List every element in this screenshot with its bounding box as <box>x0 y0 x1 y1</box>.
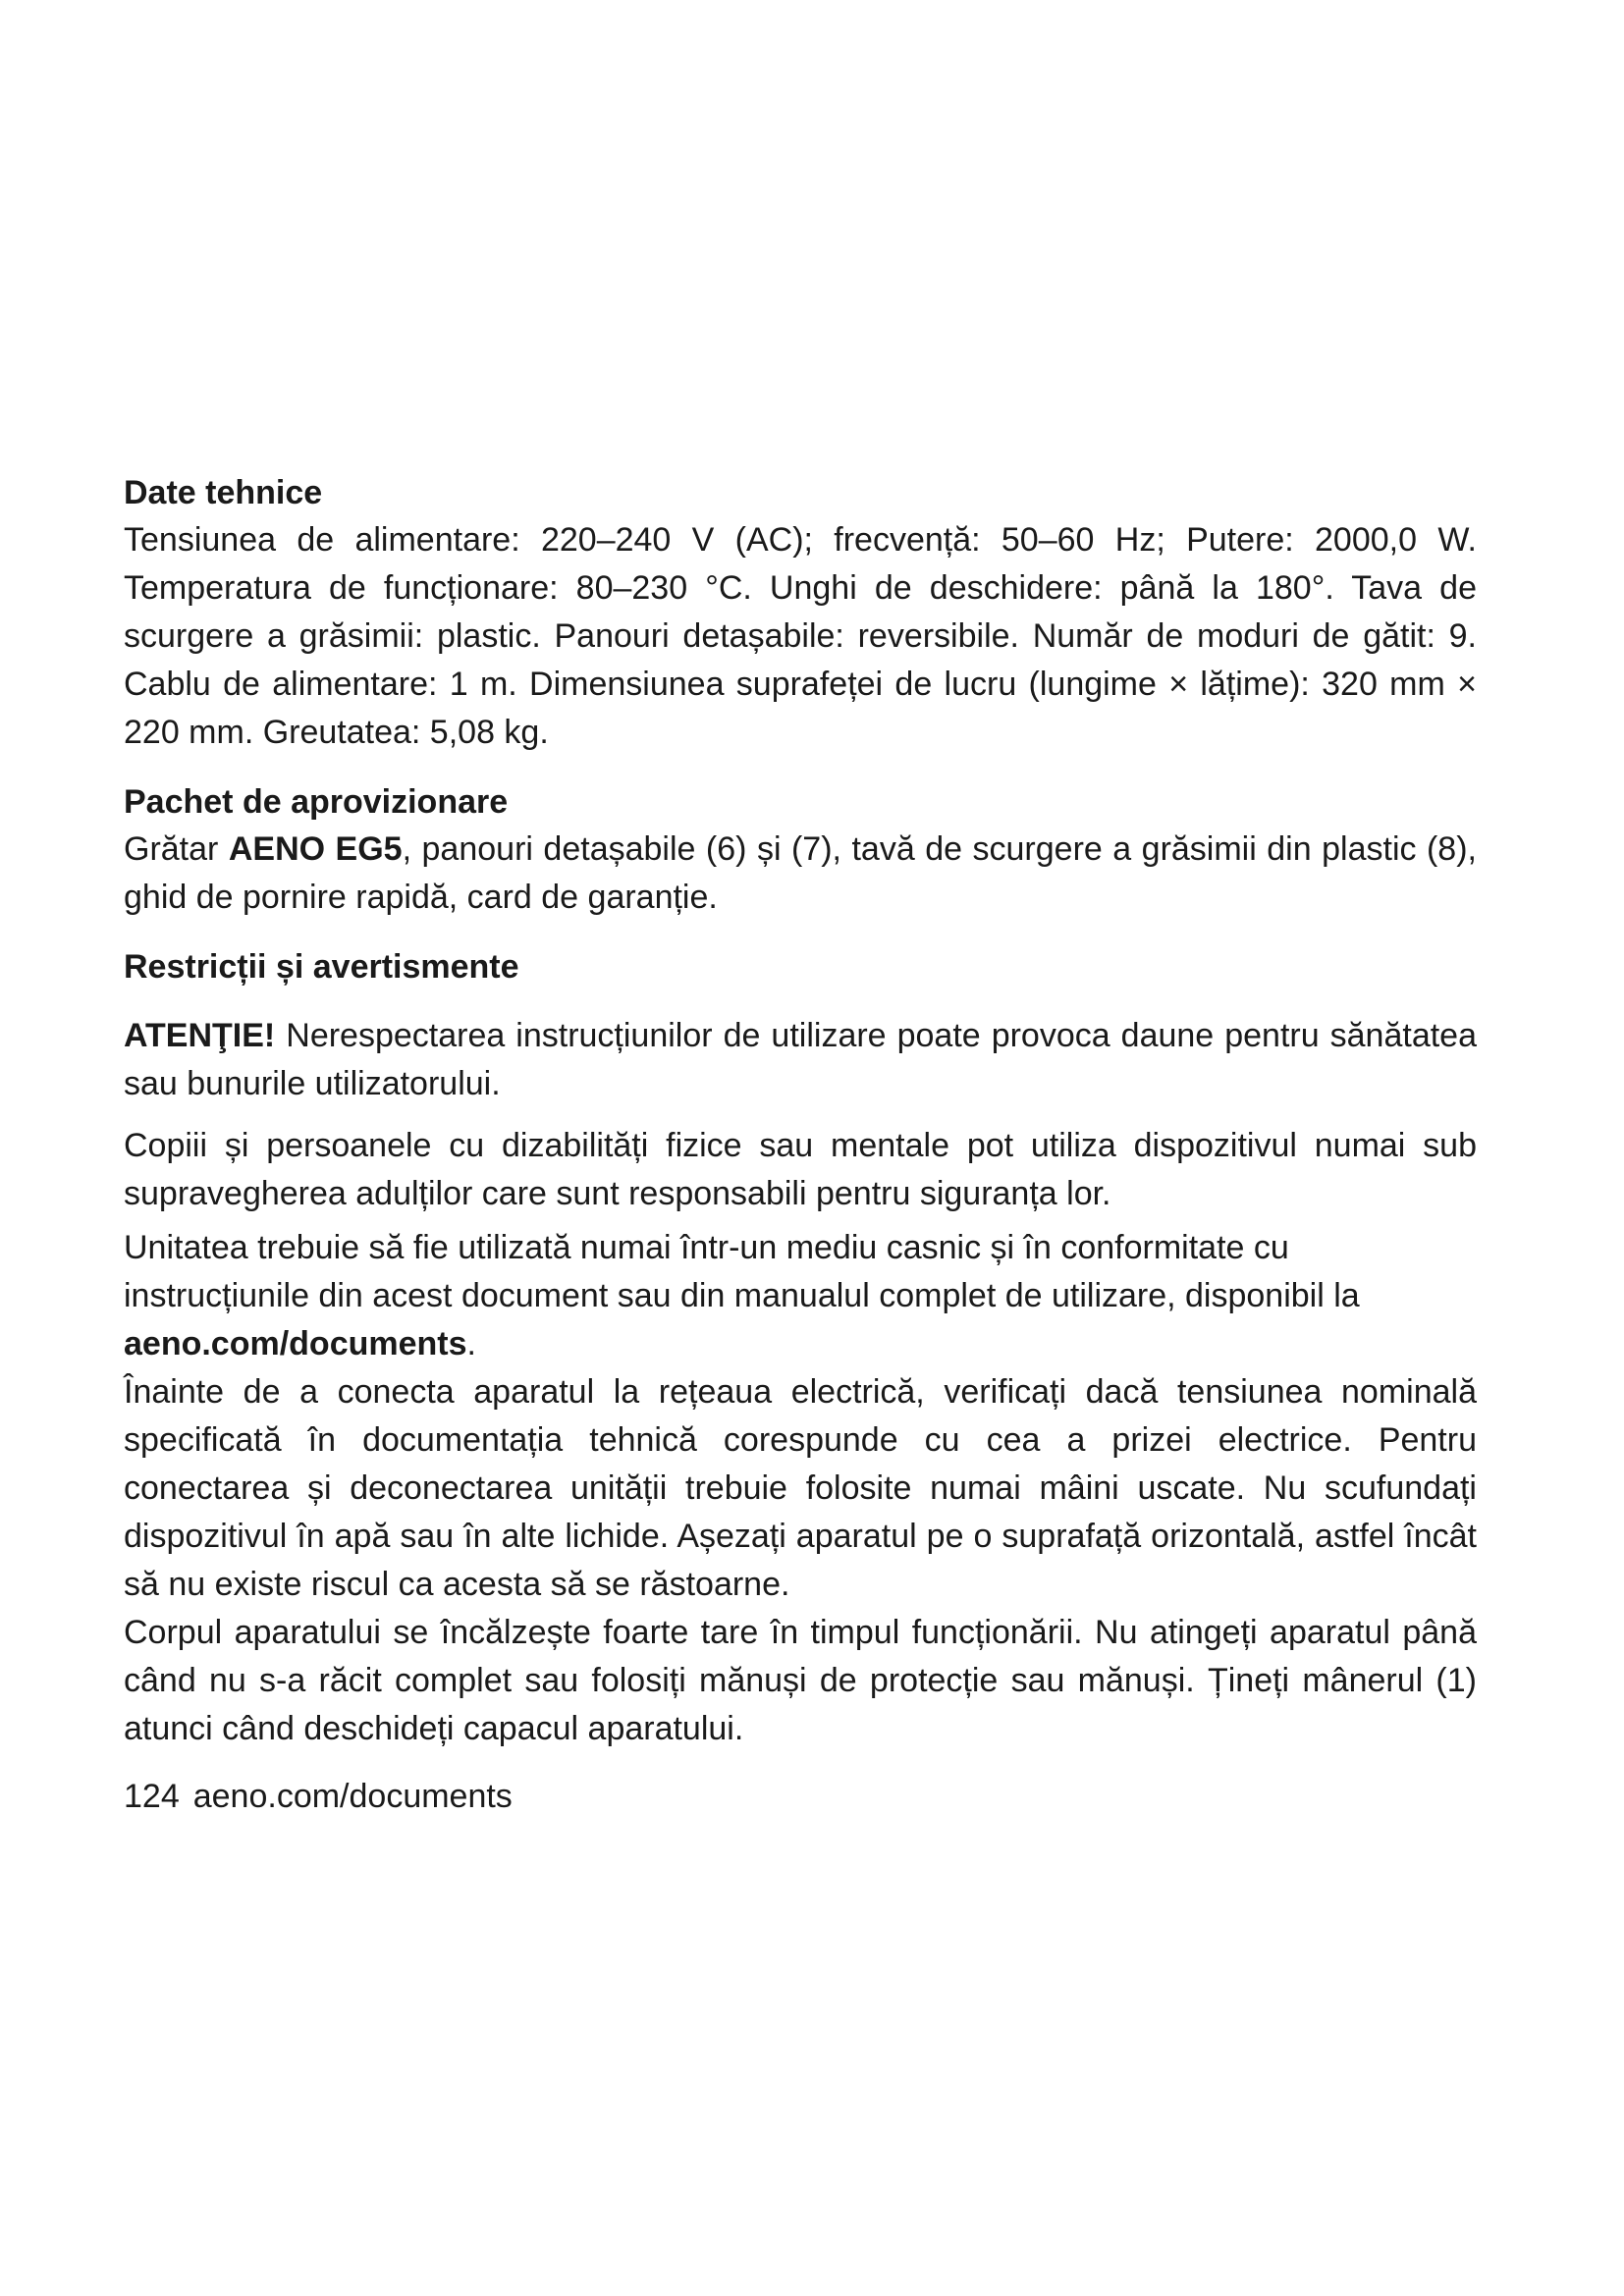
children-paragraph: Copiii și persoanele cu dizabilități fizice sau mentale pot utiliza dispozitivul numai sub supravegherea adulților care sunt responsabili pentru siguranța lor. <box>124 1127 1477 1212</box>
package-suffix: , panouri detașabile (6) și (7), tavă de scurgere a grăsimii din plastic (8), ghid de pornire rapidă, card de garanție. <box>124 830 1477 916</box>
connection-paragraph: Înainte de a conecta aparatul la rețeaua electrică, verificați dacă tensiunea nominală specificată în documentația tehnică corespunde cu cea a prizei electrice. Pentru conectarea și deconectarea unității trebuie folosite numai mâini uscate. Nu scufundați dispozitivul în apă sau în alte lichide. Așezați aparatul pe o suprafață orizontală, astfel încât să nu existe riscul ca acesta să se răstoarne. <box>124 1373 1477 1603</box>
package-prefix: Grătar <box>124 830 229 868</box>
page-footer <box>124 1773 1477 1821</box>
documents-link[interactable]: aeno.com/documents <box>124 1325 467 1362</box>
page-number: 124 <box>124 1778 180 1815</box>
technical-data-heading: Date tehnice <box>124 474 323 511</box>
technical-data-text: Tensiunea de alimentare: 220–240 V (AC); frecvență: 50–60 Hz; Putere: 2000,0 W. Temperatura de funcționare: 80–230 °C. Unghi de deschidere: până la 180°. Tava de scurgere a grăsimii: plastic. Panouri detașabile: reversibile. Număr de moduri de gătit: 9. Cablu de alimentare: 1 m. Dimensiunea suprafeței de lucru (lungime × lățime): 320 mm × 220 mm. Greutatea: 5,08 kg. <box>124 521 1477 751</box>
package-heading: Pachet de aprovizionare <box>124 783 509 821</box>
warning-paragraph <box>124 1012 1477 1108</box>
package-text <box>124 826 1477 922</box>
restrictions-heading: Restricții și avertismente <box>124 948 519 986</box>
heat-paragraph: Corpul aparatului se încălzește foarte tare în timpul funcționării. Nu atingeți aparatul până când nu s-a răcit complet sau folosiți mănuși de protecție sau mănuși. Țineți mânerul (1) atunci când deschideți capacul aparatului. <box>124 1614 1477 1747</box>
document-page <box>124 469 1477 1821</box>
footer-url[interactable]: aeno.com/documents <box>192 1778 513 1815</box>
usage-prefix: Unitatea trebuie să fie utilizată numai într-un mediu casnic și în conformitate cu instrucțiunile din acest document sau din manualul complet de utilizare, disponibil la <box>124 1229 1360 1314</box>
warning-label: ATENŢIE! <box>124 1017 276 1054</box>
usage-suffix: . <box>466 1325 476 1362</box>
usage-paragraph <box>124 1224 1477 1368</box>
warning-text: Nerespectarea instrucțiunilor de utilizare poate provoca daune pentru sănătatea sau bunurile utilizatorului. <box>124 1017 1477 1102</box>
product-name: AENO EG5 <box>228 830 403 868</box>
